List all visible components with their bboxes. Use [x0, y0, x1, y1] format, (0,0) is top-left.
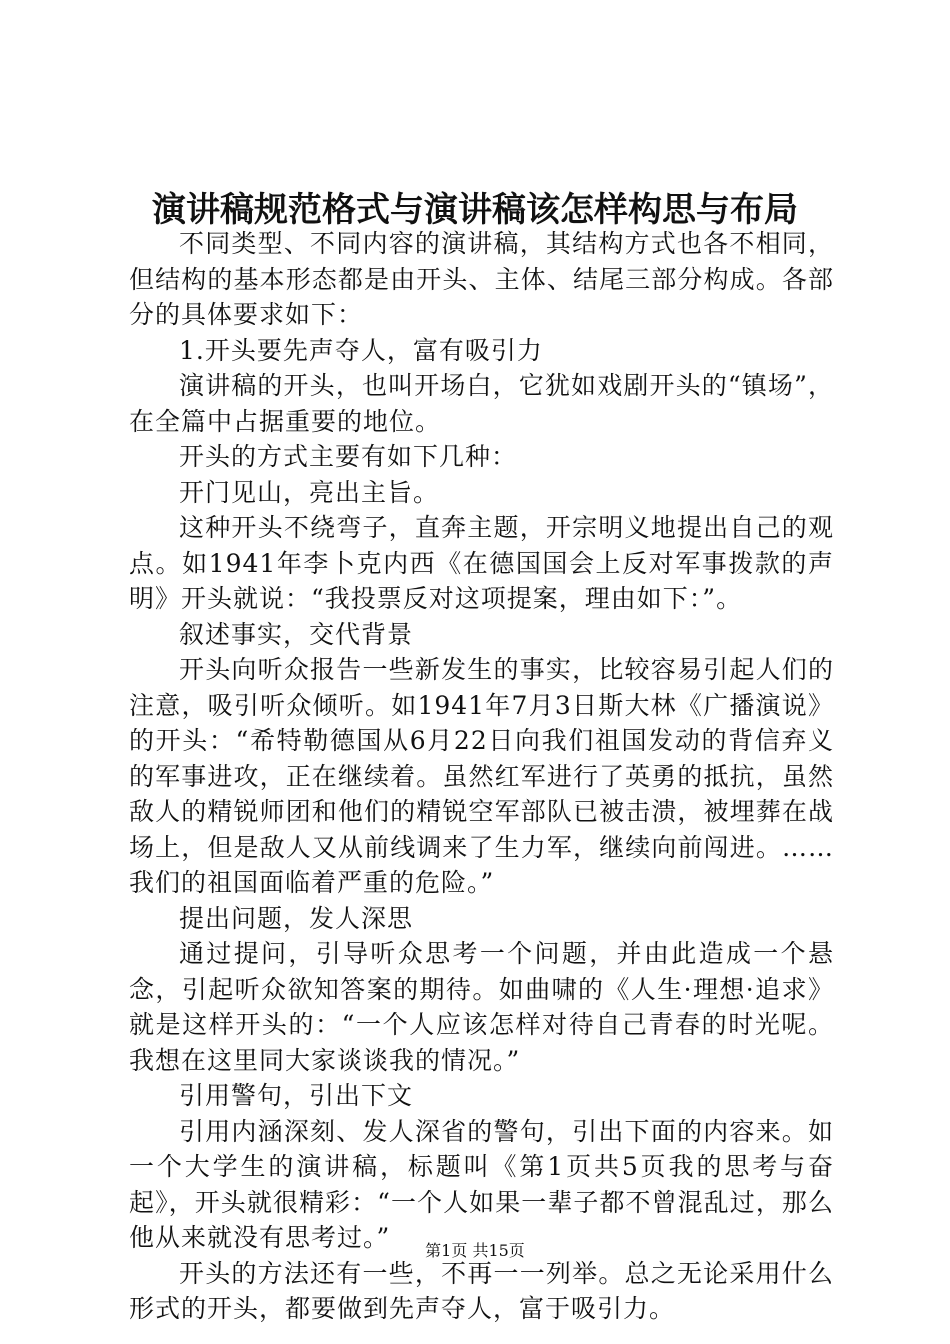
paragraph: 开头的方法还有一些，不再一一列举。总之无论采用什么形式的开头，都要做到先声夺人，富于吸引力。 [129, 1258, 834, 1323]
paragraph: 开门见山，亮出主旨。 [179, 477, 440, 507]
paragraph: 这种开头不绕弯子，直奔主题，开宗明义地提出自己的观点。如1941年李卜克内西《在德国国会上反对军事拨款的声明》开头就说：“我投票反对这项提案，理由如下：”。 [129, 513, 834, 613]
paragraph: 提出问题，发人深思 [179, 903, 414, 933]
paragraph: 引用内涵深刻、发人深省的警句，引出下面的内容来。如一个大学生的演讲稿，标题叫《第1页共5页我的思考与奋起》，开头就很精彩：“一个人如果一辈子都不曾混乱过，那么他从来就没有思考过。” [129, 1116, 834, 1252]
paragraph: 开头向听众报告一些新发生的事实，比较容易引起人们的注意，吸引听众倾听。如1941年7月3日斯大林《广播演说》的开头：“希特勒德国从6月22日向我们祖国发动的背信弃义的军事进攻，正在继续着。虽然红军进行了英勇的抵抗，虽然敌人的精锐师团和他们的精锐空军部队已被击溃，被埋葬在战场上，但是敌人又从前线调来了生力军，继续向前闯进。……我们的祖国面临着严重的危险。” [129, 655, 834, 897]
paragraph: 引用警句，引出下文 [179, 1081, 414, 1110]
paragraph: 演讲稿的开头，也叫开场白，它犹如戏剧开头的“镇场”，在全篇中占据重要的地位。 [129, 371, 834, 436]
paragraph: 不同类型、不同内容的演讲稿，其结构方式也各不相同，但结构的基本形态都是由开头、主体、结尾三部分构成。各部分的具体要求如下： [129, 229, 834, 329]
paragraph: 开头的方式主要有如下几种： [179, 442, 518, 471]
paragraph: 叙述事实，交代背景 [179, 619, 414, 649]
page-number-footer: 第1页 共15页 [425, 1241, 525, 1260]
paragraph: 通过提问，引导听众思考一个问题，并由此造成一个悬念，引起听众欲知答案的期待。如曲啸的《人生·理想·追求》就是这样开头的：“一个人应该怎样对待自己青春的时光呢。我想在这里同大家谈谈我的情况。” [129, 939, 834, 1075]
document-title: 演讲稿规范格式与演讲稿该怎样构思与布局 [152, 190, 798, 230]
document-body [129, 226, 834, 1327]
paragraph: 1.开头要先声夺人，富有吸引力 [179, 335, 543, 365]
